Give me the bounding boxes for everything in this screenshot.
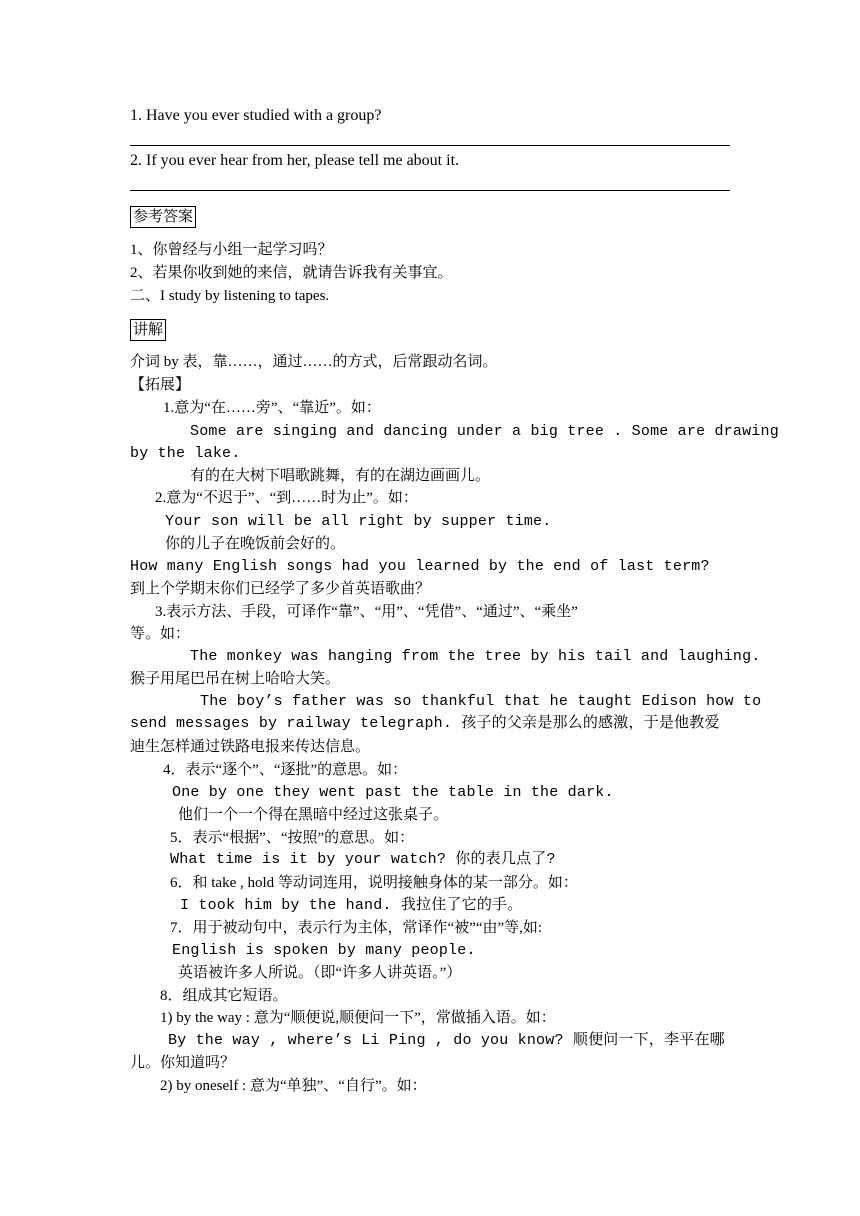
question-2: 2. If you ever hear from her, please tell me about it. [130,152,460,169]
explain-heading: 讲解 [130,319,166,341]
point-6-example: I took him by the hand. 我拉住了它的手。 [180,897,523,914]
answer-2: 2、若果你收到她的来信，就请告诉我有关事宜。 [130,265,453,281]
point-3-title-line1: 3.表示方法、手段，可译作“靠”、“用”、“凭借”、“通过”、“乘坐” [155,604,578,620]
explain-intro: 介词 by 表，靠……，通过……的方式，后常跟动名词。 [130,354,498,370]
point-1-title: 1.意为“在……旁”、“靠近”。如： [163,400,381,416]
point-4-example-cn: 他们一个一个得在黑暗中经过这张桌子。 [178,807,449,823]
point-2-example-en-2: How many English songs had you learned by the end of last term? [130,558,710,575]
point-8-item-1-example-line1: By the way , where’s Li Ping , do you know? 顺便问一下，李平在哪 [168,1032,725,1049]
point-1-example-en-line1: Some are singing and dancing under a big tree . Some are drawing [190,423,779,440]
point-7-example-cn: 英语被许多人所说。（即“许多人讲英语。”） [178,965,462,981]
point-8-title: 8．组成其它短语。 [160,988,288,1004]
point-8-item-1-example-line2: 儿。你知道吗？ [130,1055,236,1071]
answer-line-2 [130,190,730,191]
answer-1: 1、你曾经与小组一起学习吗？ [130,242,333,258]
point-7-title: 7．用于被动句中，表示行为主体，常译作“被”“由”等,如: [170,920,543,936]
point-2-example-cn-2: 到上个学期末你们已经学了多少首英语歌曲？ [130,581,431,597]
section-2-heading: 二、I study by listening to tapes. [130,288,330,304]
question-1: 1. Have you ever studied with a group? [130,107,382,124]
point-8-item-2: 2) by oneself : 意为“单独”、“自行”。如： [160,1078,427,1094]
point-8-item-1: 1) by the way : 意为“顺便说,顺便问一下”，常做插入语。如： [160,1010,556,1026]
point-2-example-cn-1: 你的儿子在晚饭前会好的。 [165,536,346,552]
point-5-title: 5．表示“根据”、“按照”的意思。如： [170,830,415,846]
point-3-example-cn-1: 猴子用尾巴吊在树上哈哈大笑。 [130,671,341,687]
point-6-title: 6．和 take , hold 等动词连用，说明接触身体的某一部分。如： [170,875,578,891]
point-3-example-en-2-line2: send messages by railway telegraph. 孩子的父亲是那么的感激，于是他教爱 [130,715,720,732]
point-5-example: What time is it by your watch? 你的表几点了? [170,851,556,868]
point-3-title-line2: 等。如： [130,626,191,642]
point-1-example-cn: 有的在大树下唱歌跳舞，有的在湖边画画儿。 [190,468,491,484]
expand-heading: 【拓展】 [130,377,191,393]
point-3-example-en-1: The monkey was hanging from the tree by his tail and laughing. [190,648,761,665]
point-3-example-cn-2: 迪生怎样通过铁路电报来传达信息。 [130,739,371,755]
answer-heading: 参考答案 [130,206,196,228]
answer-line-1 [130,145,730,146]
point-1-example-en-line2: by the lake. [130,445,241,462]
point-7-example-en: English is spoken by many people. [172,942,476,959]
point-4-title: 4．表示“逐个”、“逐批”的意思。如： [163,762,408,778]
point-3-example-en-2-line1: The boy’s father was so thankful that he taught Edison how to [200,693,762,710]
point-2-example-en-1: Your son will be all right by supper time. [165,513,552,530]
point-4-example-en: One by one they went past the table in the dark. [172,784,614,801]
point-2-title: 2.意为“不迟于”、“到……时为止”。如： [155,490,418,506]
